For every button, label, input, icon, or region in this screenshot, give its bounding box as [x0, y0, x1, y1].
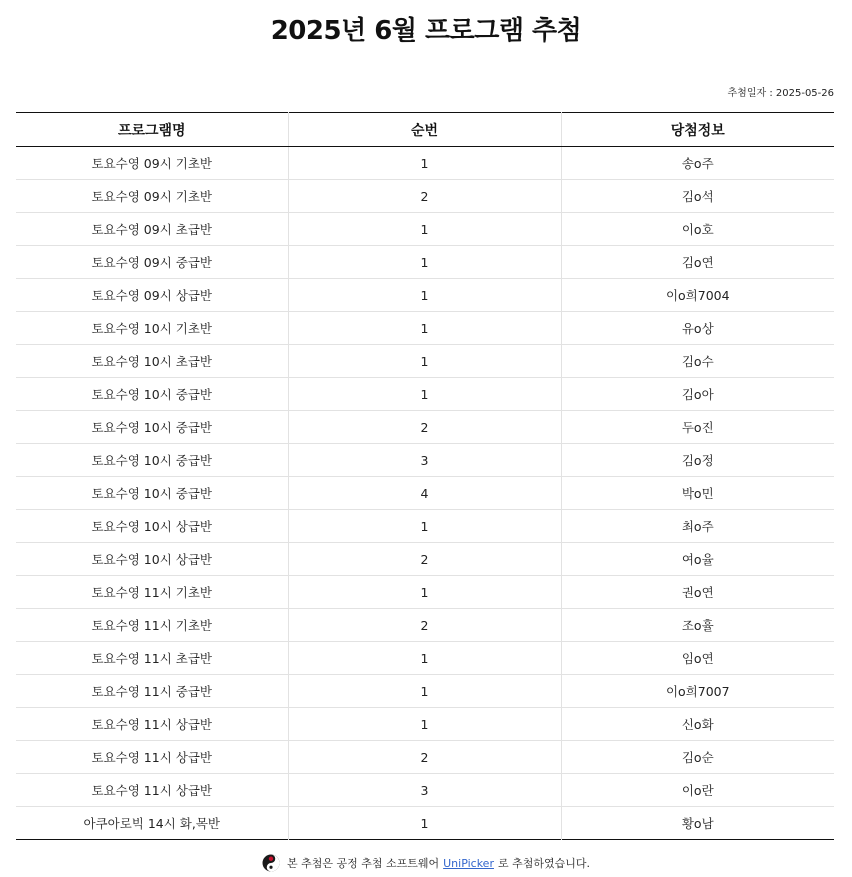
- footer-text-before: 본 추첨은 공정 추첨 소프트웨어: [287, 857, 440, 870]
- rank-cell: 2: [288, 609, 561, 642]
- table-row: [16, 774, 834, 807]
- program-name-cell: 토요수영 10시 초급반: [16, 345, 288, 378]
- table-row: [16, 213, 834, 246]
- program-name-cell: 토요수영 11시 초급반: [16, 642, 288, 675]
- table-row: [16, 543, 834, 576]
- table-row: [16, 180, 834, 213]
- draw-date: 추첨일자 : 2025-05-26: [727, 88, 834, 99]
- program-name-cell: 토요수영 10시 상급반: [16, 510, 288, 543]
- rank-cell: 1: [288, 213, 561, 246]
- winner-cell: 김o아: [561, 378, 834, 411]
- rank-cell: 1: [288, 147, 561, 180]
- unipicker-link[interactable]: UniPicker: [443, 856, 494, 870]
- rank-cell: 1: [288, 246, 561, 279]
- program-name-cell: 아쿠아로빅 14시 화,목반: [83, 816, 220, 831]
- rank-cell: 2: [288, 180, 561, 213]
- footer: [0, 852, 852, 874]
- table-row: [16, 312, 834, 345]
- rank-cell: 2: [288, 543, 561, 576]
- table-row: [16, 411, 834, 444]
- column-header-program: 프로그램명: [16, 113, 288, 147]
- program-name-cell: 토요수영 09시 초급반: [16, 213, 288, 246]
- program-name-cell: 토요수영 10시 중급반: [16, 411, 288, 444]
- winner-cell: 김o석: [561, 180, 834, 213]
- winner-cell: 김o순: [561, 741, 834, 774]
- program-name-cell: 토요수영 11시 상급반: [16, 708, 288, 741]
- winner-cell: 송o주: [561, 147, 834, 180]
- winner-cell: 신o화: [561, 708, 834, 741]
- rank-cell: 2: [288, 741, 561, 774]
- table-row: [16, 246, 834, 279]
- winner-cell: 조o휼: [561, 609, 834, 642]
- program-name-cell: 토요수영 10시 중급반: [16, 378, 288, 411]
- results-table: [16, 112, 834, 840]
- rank-cell: 1: [288, 345, 561, 378]
- table-row: [16, 477, 834, 510]
- winner-cell: 이o희7007: [561, 675, 834, 708]
- rank-cell: 1: [288, 510, 561, 543]
- rank-cell: 1: [288, 279, 561, 312]
- winner-cell: 여o율: [561, 543, 834, 576]
- winner-cell: 유o상: [561, 312, 834, 345]
- table-row: [16, 642, 834, 675]
- table-row: [16, 609, 834, 642]
- program-name-cell: 토요수영 11시 기초반: [16, 576, 288, 609]
- winner-cell: 이o란: [561, 774, 834, 807]
- program-name-cell: 토요수영 11시 중급반: [16, 675, 288, 708]
- program-name-cell: 토요수영 09시 기초반: [16, 147, 288, 180]
- table-body: [16, 147, 834, 840]
- program-name-cell: 토요수영 09시 상급반: [16, 279, 288, 312]
- table-row: [16, 444, 834, 477]
- rank-cell: 1: [288, 576, 561, 609]
- winner-cell: 김o연: [561, 246, 834, 279]
- rank-cell: 1: [288, 378, 561, 411]
- table-header-row: [16, 113, 834, 147]
- winner-cell: 이o희7004: [561, 279, 834, 312]
- rank-cell: 3: [288, 444, 561, 477]
- unipicker-logo-icon: [262, 854, 280, 872]
- winner-cell: 김o정: [561, 444, 834, 477]
- rank-cell: 2: [288, 411, 561, 444]
- program-name-cell: 토요수영 09시 기초반: [16, 180, 288, 213]
- rank-cell: 1: [288, 312, 561, 345]
- table-row: [16, 345, 834, 378]
- winner-cell: 최o주: [561, 510, 834, 543]
- table-row: [16, 147, 834, 180]
- rank-cell: 1: [288, 642, 561, 675]
- table-row: [16, 675, 834, 708]
- program-name-cell: 토요수영 11시 상급반: [16, 741, 288, 774]
- winner-cell: 김o수: [561, 345, 834, 378]
- winner-cell: 임o연: [561, 642, 834, 675]
- table-row: [16, 576, 834, 609]
- winner-cell: 두o진: [561, 411, 834, 444]
- table-row: [16, 807, 834, 840]
- program-name-cell: 토요수영 10시 기초반: [16, 312, 288, 345]
- winner-cell: 박o민: [561, 477, 834, 510]
- rank-cell: 1: [288, 708, 561, 741]
- table-row: [16, 279, 834, 312]
- program-name-cell: 토요수영 10시 상급반: [16, 543, 288, 576]
- table-row: [16, 708, 834, 741]
- rank-cell: 3: [288, 774, 561, 807]
- program-name-cell: 토요수영 10시 중급반: [16, 477, 288, 510]
- page-title: 2025년 6월 프로그램 추첨: [270, 16, 582, 46]
- column-header-rank: 순번: [288, 113, 561, 147]
- program-name-cell: 토요수영 11시 상급반: [16, 774, 288, 807]
- rank-cell: 1: [288, 807, 561, 840]
- column-header-winner: 당첨정보: [561, 113, 834, 147]
- winner-cell: 이o호: [561, 213, 834, 246]
- program-name-cell: 토요수영 11시 기초반: [16, 609, 288, 642]
- table-row: [16, 510, 834, 543]
- program-name-cell: 토요수영 09시 중급반: [16, 246, 288, 279]
- footer-text-after: 로 추첨하였습니다.: [497, 857, 590, 870]
- program-name-cell: 토요수영 10시 중급반: [16, 444, 288, 477]
- rank-cell: 1: [288, 675, 561, 708]
- winner-cell: 권o연: [561, 576, 834, 609]
- rank-cell: 4: [288, 477, 561, 510]
- table-row: [16, 378, 834, 411]
- winner-cell: 황o남: [561, 807, 834, 840]
- table-row: [16, 741, 834, 774]
